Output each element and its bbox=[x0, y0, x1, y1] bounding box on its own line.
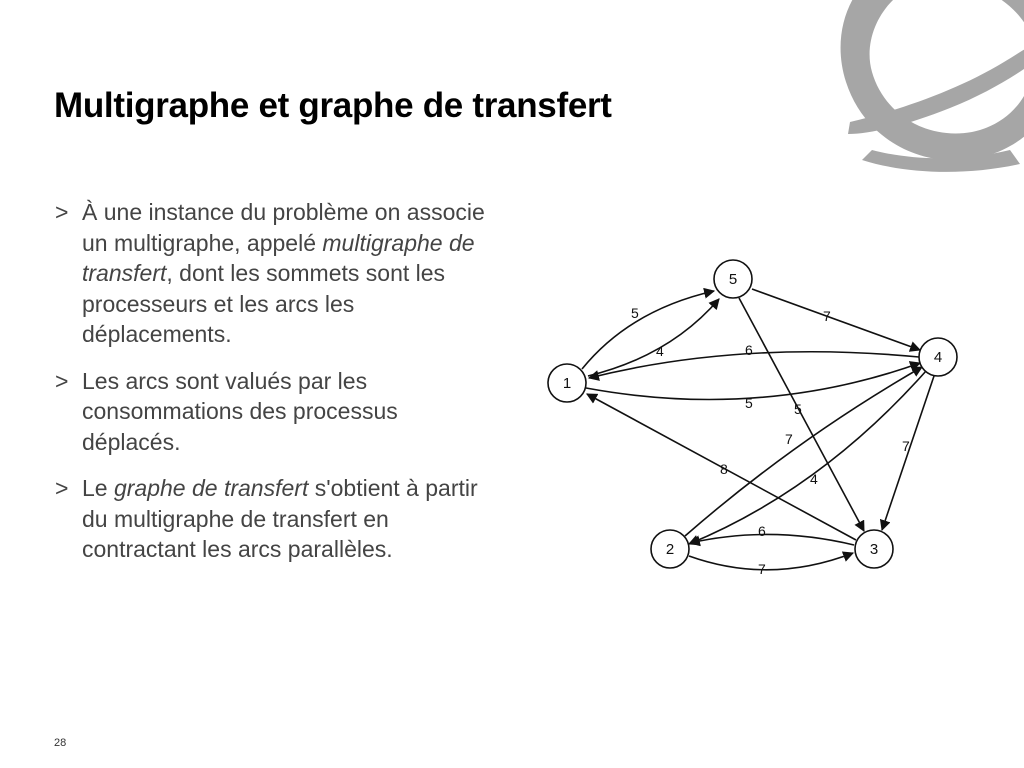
arc-weight-label: 7 bbox=[758, 561, 766, 577]
bullet-text: , dont les sommets sont les processeurs et les arcs les déplacements. bbox=[82, 260, 446, 347]
bullet-marker: > bbox=[55, 199, 69, 225]
arc-3-to-2-weight-6 bbox=[690, 534, 854, 545]
bullet-emphasis: multigraphe de transfert bbox=[82, 229, 475, 286]
arc-weight-label: 4 bbox=[810, 471, 818, 487]
arc-weight-label: 5 bbox=[631, 305, 639, 321]
node-label: 4 bbox=[933, 349, 943, 366]
arc-weight-label: 4 bbox=[656, 343, 664, 359]
arc-1-to-5-weight-5 bbox=[582, 291, 714, 369]
arc-weight-label: 5 bbox=[794, 401, 802, 417]
node-label: 5 bbox=[728, 271, 738, 288]
slide-title: Multigraphe et graphe de transfert bbox=[54, 86, 612, 125]
graph-node-4 bbox=[919, 338, 957, 376]
arc-weight-label: 7 bbox=[823, 308, 831, 324]
bullet-marker: > bbox=[55, 475, 69, 501]
bullet-text: À une instance du problème on associe un multigraphe, appelé bbox=[82, 199, 485, 256]
bullet-emphasis: graphe de transfert bbox=[113, 475, 309, 501]
graph-node-5 bbox=[714, 260, 752, 298]
bullet-marker: > bbox=[55, 367, 69, 394]
graph-node-2 bbox=[651, 530, 689, 568]
arc-weight-label: 5 bbox=[745, 395, 753, 411]
arc-2-to-3-weight-7 bbox=[689, 553, 853, 570]
slide-number: 28 bbox=[54, 737, 67, 749]
node-label: 3 bbox=[869, 541, 879, 558]
node-label: 2 bbox=[665, 541, 675, 558]
arc-weight-label: 8 bbox=[720, 461, 728, 477]
arc-weight-label: 6 bbox=[745, 342, 753, 358]
arc-weight-label: 7 bbox=[902, 438, 910, 454]
graph-node-1 bbox=[548, 364, 586, 402]
arc-weight-label: 7 bbox=[785, 431, 793, 447]
arc-weight-label: 6 bbox=[758, 523, 766, 539]
bullet-text: Le bbox=[82, 475, 114, 501]
arc-5-to-4-weight-7 bbox=[752, 289, 920, 350]
graph-node-3 bbox=[855, 530, 893, 568]
arc-4-to-1-weight-6 bbox=[589, 352, 919, 378]
node-label: 1 bbox=[562, 375, 572, 392]
arc-4-to-2-weight-4 bbox=[689, 371, 926, 544]
bullet-text: s'obtient à partir du multigraphe de transfert en contractant les arcs parallèles. bbox=[82, 475, 478, 562]
bullet-text: Les arcs sont valués par les consommations des processus déplacés. bbox=[82, 367, 398, 455]
arc-1-to-4-weight-5 bbox=[586, 363, 920, 400]
